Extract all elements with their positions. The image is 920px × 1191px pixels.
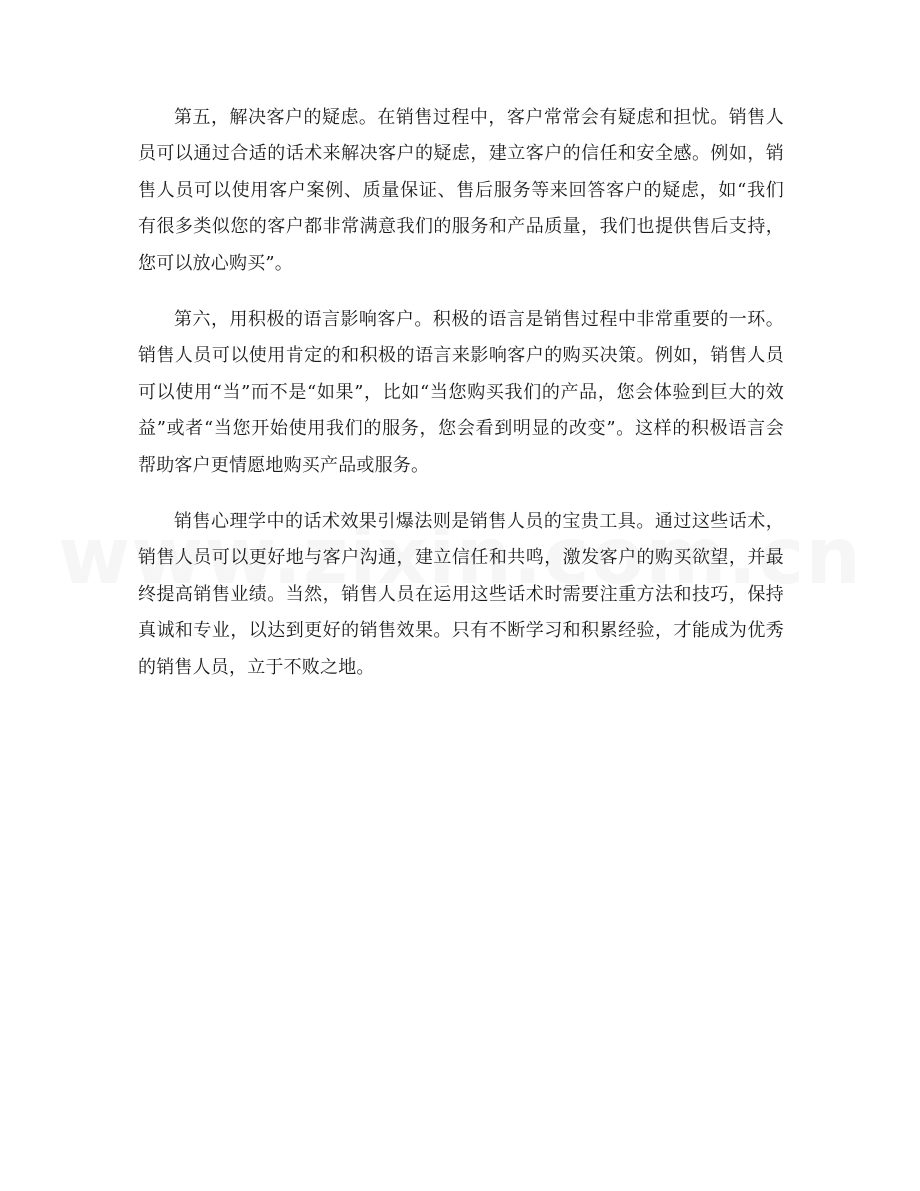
paragraph-positive-language: 第六，用积极的语言影响客户。积极的语言是销售过程中非常重要的一环。销售人员可以使用肯定的和积极的语言来影响客户的购买决策。例如，销售人员可以使用“当”而不是“如果”，比如“当您购买我们的产品，您会体验到巨大的效益”或者“当您开始使用我们的服务，您会看到明显的改变”。这样的积极语言会帮助客户更情愿地购买产品或服务。 (138, 309, 784, 476)
paragraph-conclusion: 销售心理学中的话术效果引爆法则是销售人员的宝贵工具。通过这些话术，销售人员可以更好地与客户沟通，建立信任和共鸣，激发客户的购买欲望，并最终提高销售业绩。当然，销售人员在运用这些话术时需要注重方法和技巧，保持真诚和专业，以达到更好的销售效果。只有不断学习和积累经验，才能成为优秀的销售人员，立于不败之地。 (138, 511, 784, 678)
document-body (138, 100, 784, 706)
paragraph-resolve-concerns: 第五，解决客户的疑虑。在销售过程中，客户常常会有疑虑和担忧。销售人员可以通过合适的话术来解决客户的疑虑，建立客户的信任和安全感。例如，销售人员可以使用客户案例、质量保证、售后服务等来回答客户的疑虑，如“我们有很多类似您的客户都非常满意我们的服务和产品质量，我们也提供售后支持，您可以放心购买”。 (138, 107, 784, 274)
